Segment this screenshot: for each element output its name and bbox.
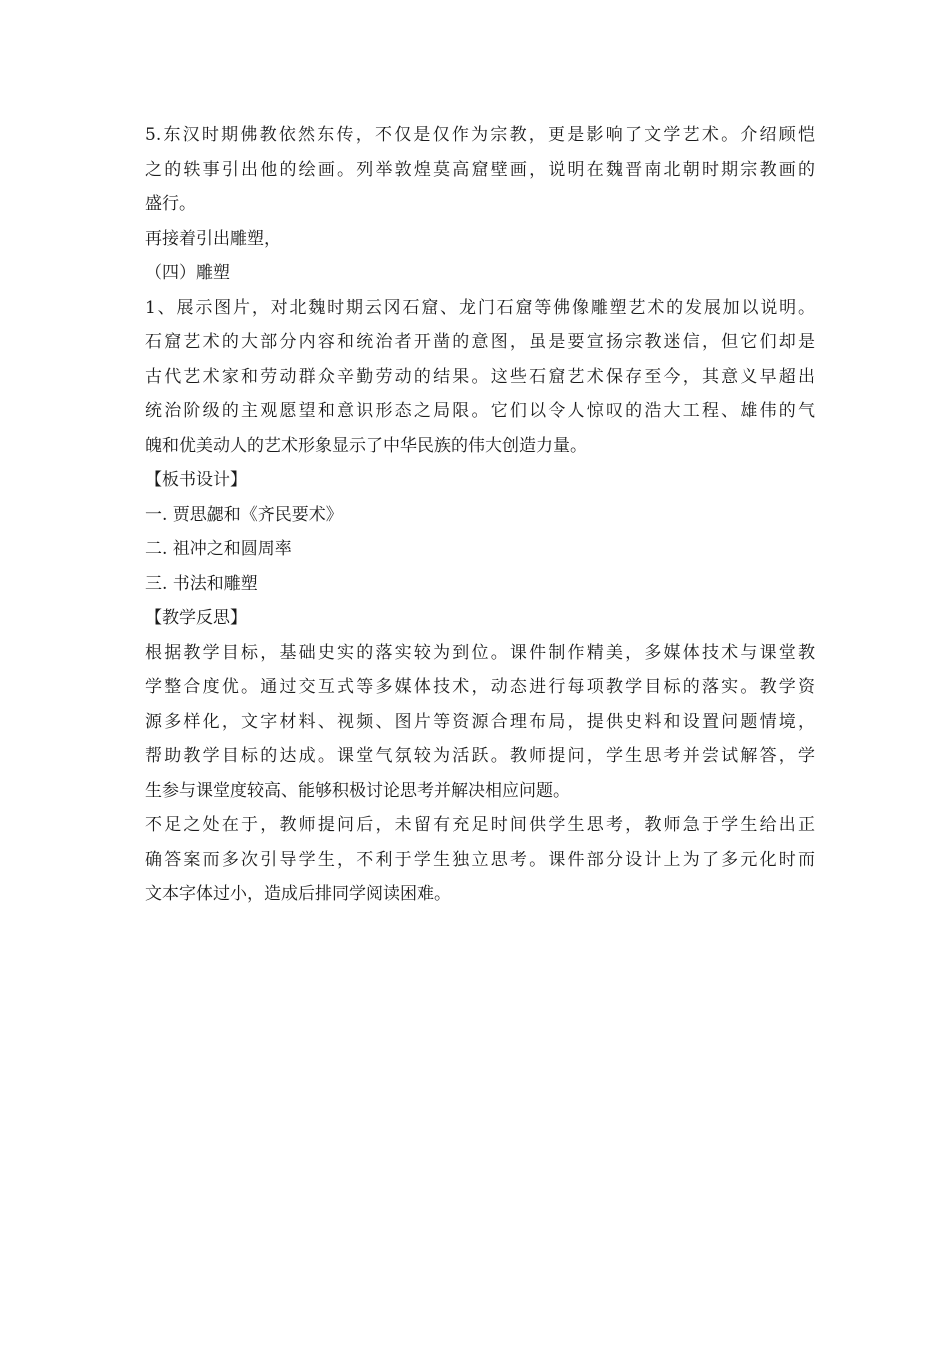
text-line: 1、展示图片，对北魏时期云冈石窟、龙门石窟等佛像雕塑艺术的发展加以说明。 [145,297,815,318]
paragraph-reflection-strengths [145,636,815,809]
paragraph-reflection-weaknesses [145,808,815,912]
text-line: 文本字体过小，造成后排同学阅读困难。 [145,884,451,904]
section-heading-reflection [145,601,815,636]
board-item-1 [145,498,815,533]
text-line: 石窟艺术的大部分内容和统治者开凿的意图，虽是要宣扬宗教迷信，但它们却是 [145,332,815,352]
section-heading-board-design [145,463,815,498]
text-line: 不足之处在于，教师提问后，未留有充足时间供学生思考，教师急于学生给出正 [145,815,815,835]
text-line: 再接着引出雕塑， [145,228,281,249]
text-line: 魄和优美动人的艺术形象显示了中华民族的伟大创造力量。 [145,435,587,456]
text-line: 之的轶事引出他的绘画。列举敦煌莫高窟壁画，说明在魏晋南北朝时期宗教画的 [145,159,815,180]
text-line: （四）雕塑 [145,263,230,283]
text-line: 统治阶级的主观愿望和意识形态之局限。它们以令人惊叹的浩大工程、雄伟的气 [145,401,815,421]
text-line: 根据教学目标，基础史实的落实较为到位。课件制作精美，多媒体技术与课堂教 [145,642,815,663]
text-line: 【教学反思】 [145,608,247,628]
section-heading-sculpture [145,256,815,291]
board-item-3 [145,567,815,602]
document-body [145,118,815,912]
text-line: 三. 书法和雕塑 [145,573,258,594]
text-line: 5.东汉时期佛教依然东传，不仅是仅作为宗教，更是影响了文学艺术。介绍顾恺 [145,125,815,145]
text-line: 二. 祖冲之和圆周率 [145,539,292,559]
text-line: 帮助教学目标的达成。课堂气氛较为活跃。教师提问，学生思考并尝试解答，学 [145,746,815,766]
text-line: 源多样化，文字材料、视频、图片等资源合理布局，提供史料和设置问题情境， [145,711,815,732]
text-line: 生参与课堂度较高、能够积极讨论思考并解决相应问题。 [145,780,570,801]
text-line: 【板书设计】 [145,470,247,490]
text-line: 学整合度优。通过交互式等多媒体技术，动态进行每项教学目标的落实。教学资 [145,677,815,697]
paragraph-buddhism-painting [145,118,815,222]
text-line: 一. 贾思勰和《齐民要术》 [145,504,343,525]
text-line: 古代艺术家和劳动群众辛勤劳动的结果。这些石窟艺术保存至今，其意义早超出 [145,366,815,387]
text-line: 确答案而多次引导学生，不利于学生独立思考。课件部分设计上为了多元化时而 [145,849,815,870]
paragraph-grottoes [145,291,815,464]
paragraph-sculpture-intro [145,222,815,257]
text-line: 盛行。 [145,194,196,214]
board-item-2 [145,532,815,567]
